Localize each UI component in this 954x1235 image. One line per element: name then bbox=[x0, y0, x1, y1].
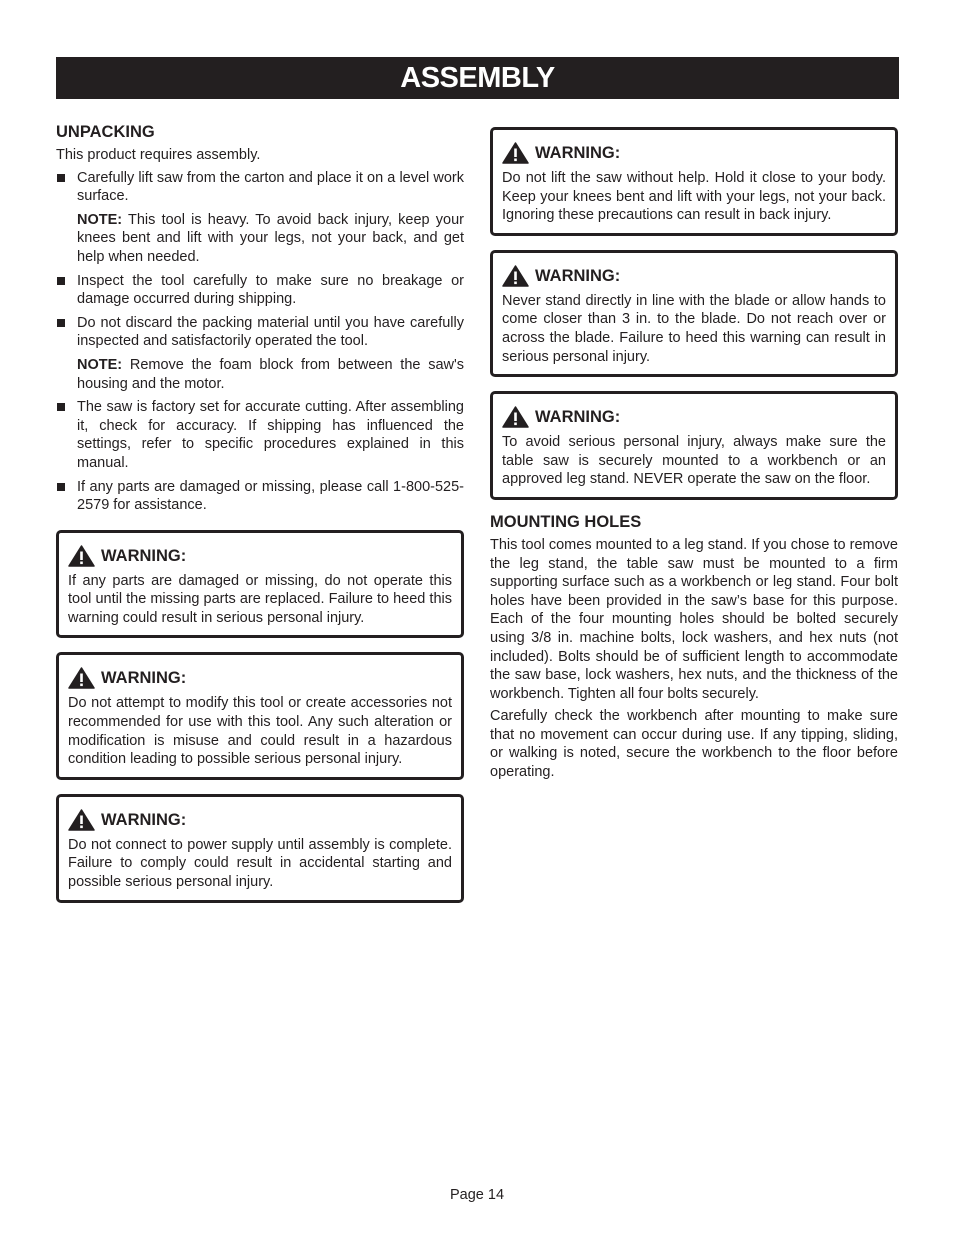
bullet-text: Do not discard the packing material until you have carefully inspected and satisfactorily operated the tool. bbox=[77, 314, 464, 350]
warning-header bbox=[68, 545, 452, 567]
bullet-square-icon bbox=[57, 277, 65, 285]
warning-header bbox=[68, 809, 452, 831]
bullet-square-icon bbox=[57, 319, 65, 327]
bullet-text: The saw is factory set for accurate cutting. After assembling it, check for accuracy. If shipping has influenced the settings, refer to specific procedures explained in this manual. bbox=[77, 399, 464, 471]
bullet-square-icon bbox=[57, 174, 65, 182]
warning-text: To avoid serious personal injury, always make sure the table saw is securely mounted to a workbench or an approved leg stand. NEVER operate the saw on the floor. bbox=[502, 434, 886, 488]
warning-header bbox=[502, 265, 886, 287]
warning-box bbox=[56, 530, 464, 639]
warning-label: WARNING: bbox=[535, 408, 621, 427]
list-item bbox=[56, 272, 464, 309]
warning-label: WARNING: bbox=[101, 669, 187, 688]
note-heavy bbox=[56, 211, 464, 267]
warning-box bbox=[56, 652, 464, 779]
page-title: ASSEMBLY bbox=[56, 57, 899, 99]
warning-label: WARNING: bbox=[101, 546, 187, 565]
warning-label: WARNING: bbox=[535, 144, 621, 162]
warning-text: Never stand directly in line with the blade or allow hands to come closer than 3 in. to the blade. Do not reach over or across the blade. Failure to heed this warning can result in serious personal injury. bbox=[502, 292, 886, 365]
mounting-section bbox=[490, 512, 898, 782]
unpacking-list bbox=[56, 272, 464, 351]
mounting-heading: MOUNTING HOLES bbox=[490, 512, 642, 531]
warning-triangle-icon bbox=[68, 809, 95, 831]
list-item bbox=[56, 169, 464, 206]
warning-triangle-icon bbox=[68, 545, 95, 567]
note-foam bbox=[56, 356, 464, 393]
warning-text: If any parts are damaged or missing, do not operate this tool until the missing parts are replaced. Failure to heed this warning could result in serious personal injury. bbox=[68, 572, 452, 626]
warning-header bbox=[68, 667, 452, 689]
warning-text: Do not lift the saw without help. Hold it close to your body. Keep your knees bent and lift with your legs, not your back. Ignoring these precautions can result in back injury. bbox=[502, 170, 886, 224]
bullet-text: If any parts are damaged or missing, please call 1-800-525-2579 for assistance. bbox=[77, 478, 464, 514]
warning-triangle-icon bbox=[502, 142, 529, 164]
warning-text: Do not connect to power supply until assembly is complete. Failure to comply could result in accidental starting and possible serious personal injury. bbox=[68, 836, 452, 891]
note-label: NOTE: bbox=[77, 356, 123, 373]
bullet-square-icon bbox=[57, 403, 65, 411]
right-column bbox=[490, 127, 898, 782]
warning-text: Do not attempt to modify this tool or create accessories not recommended for use with this tool. Any such alteration or modification is misuse and could result in a hazardous condition leading to possible serious personal injury. bbox=[68, 695, 452, 768]
list-item bbox=[56, 398, 464, 472]
warning-label: WARNING: bbox=[101, 810, 187, 829]
warning-box bbox=[490, 127, 898, 236]
note-label: NOTE: bbox=[77, 211, 123, 228]
warning-box bbox=[490, 250, 898, 377]
warning-header bbox=[502, 142, 886, 164]
warning-triangle-icon bbox=[502, 406, 529, 428]
mounting-paragraph: Carefully check the workbench after mounting to make sure that no movement can occur during use. If any tipping, sliding, or walking is noted, secure the workbench to the floor before operating. bbox=[490, 708, 898, 781]
unpacking-list bbox=[56, 169, 464, 206]
list-item bbox=[56, 478, 464, 515]
warning-label: WARNING: bbox=[535, 266, 621, 285]
warning-triangle-icon bbox=[502, 265, 529, 287]
warning-box bbox=[56, 794, 464, 903]
mounting-paragraph: This tool comes mounted to a leg stand. If you chose to remove the leg stand, the table saw must be mounted to a firm supporting surface such as a workbench or leg stand. Four bolt holes have been provided in the saw’s base for this purpose. Each of the four mounting holes should be bolted securely using 3/8 in. machine bolts, lock washers, and hex nuts (not included). Bolts should be of sufficient length to accommodate the saw base, lock washers, hex nuts, and the thickness of the workbench. Tighten all four bolts securely. bbox=[490, 536, 898, 702]
unpacking-heading: UNPACKING bbox=[56, 123, 155, 141]
note-text: Remove the foam block from between the saw's housing and the motor. bbox=[77, 356, 464, 392]
bullet-text: Carefully lift saw from the carton and place it on a level work surface. bbox=[77, 169, 464, 205]
bullet-square-icon bbox=[57, 483, 65, 491]
unpacking-list bbox=[56, 398, 464, 515]
warning-triangle-icon bbox=[68, 667, 95, 689]
left-column bbox=[56, 122, 464, 903]
note-text: This tool is heavy. To avoid back injury, keep your knees bent and lift with your legs, not your back, and get help when needed. bbox=[77, 211, 464, 265]
page-number: Page 14 bbox=[449, 1187, 505, 1203]
warning-box bbox=[490, 391, 898, 500]
unpacking-intro: This product requires assembly. bbox=[56, 147, 261, 163]
list-item bbox=[56, 314, 464, 351]
warning-header bbox=[502, 406, 886, 428]
bullet-text: Inspect the tool carefully to make sure no breakage or damage occurred during shipping. bbox=[77, 272, 464, 308]
